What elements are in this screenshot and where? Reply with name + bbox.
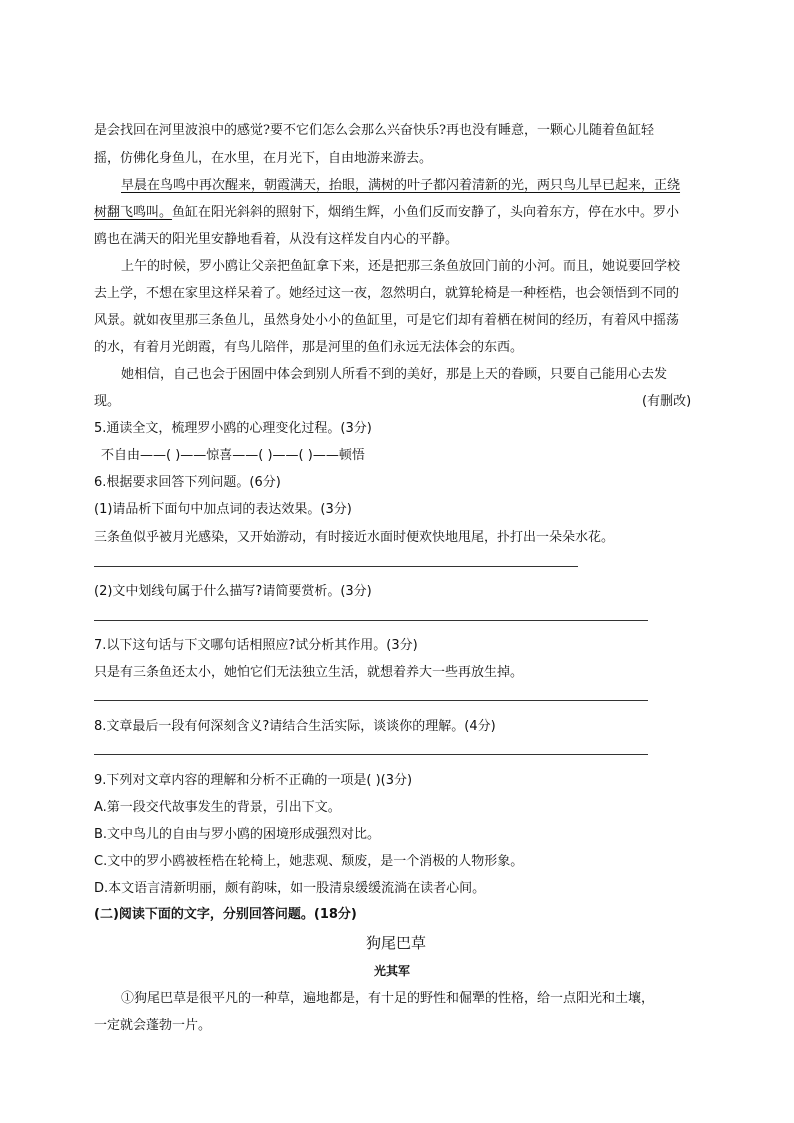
answer-line[interactable] [94,620,648,621]
answer-line[interactable] [94,754,648,755]
passage-p4-line1: 她相信，自己也会于困圄中体会到别人所看不到的美好，那是上天的眷顾，只要自己能用心去发 [121,367,668,382]
answer-line[interactable] [94,566,578,567]
question-9: 9.下列对文章内容的理解和分析不正确的一项是( )(3分) [94,773,413,788]
passage-p2-line1-underlined: 早晨在鸟鸣中再次醒来，朝霞满天，抬眼，满树的叶子都闪着清新的光，两只鸟儿早已起来，正绕 [121,178,681,193]
underlined-sentence-end: 树翻飞鸣叫。 [94,205,173,220]
passage-p3-line1: 上午的时候，罗小鸥让父亲把鱼缸拿下来，还是把那三条鱼放回门前的小河。而且，她说要回学校 [121,259,681,274]
passage-p4-line2: 现。 [94,394,121,409]
passage-p2-line2-rest: 鱼缸在阳光斜斜的照射下，烟绡生辉，小鱼们反而安静了，头向着东方，停在水中。罗小 [172,205,680,220]
question-5-chain: 不自由——( )——惊喜——( )——( )——顿悟 [101,448,365,463]
question-7-sentence: 只是有三条鱼还太小，她怕它们无法独立生活，就想着养大一些再放生掉。 [94,665,524,680]
passage-p1-line1: 是会找回在河里波浪中的感觉?要不它们怎么会那么兴奋快乐?再也没有睡意，一颗心儿随着鱼缸轻 [94,123,654,138]
section-2-heading: (二)阅读下面的文字，分别回答问题。(18分) [94,907,357,922]
question-6: 6.根据要求回答下列问题。(6分) [94,475,281,490]
option-a[interactable]: A.第一段交代故事发生的背景，引出下文。 [94,800,341,815]
article-title: 狗尾巴草 [366,934,427,952]
section-2-p1-line1: ①狗尾巴草是很平凡的一种草，遍地都是，有十足的野性和倔犟的性格，给一点阳光和土壤， [121,991,655,1006]
question-8: 8.文章最后一段有何深刻含义?请结合生活实际，谈谈你的理解。(4分) [94,719,496,734]
answer-line[interactable] [94,700,648,701]
passage-p3-line2: 去上学，不想在家里这样呆着了。她经过这一夜，忽然明白，就算轮椅是一种桎梏，也会领悟到不同的 [94,286,680,301]
question-5: 5.通读全文，梳理罗小鸥的心理变化过程。(3分) [94,421,372,436]
passage-p3-line3: 风景。就如夜里那三条鱼儿，虽然身处小小的鱼缸里，可是它们却有着栖在树间的经历，有着风中摇荡 [94,313,680,328]
question-7: 7.以下这句话与下文哪句话相照应?试分析其作用。(3分) [94,638,418,653]
section-2-p1-line2: 一定就会蓬勃一片。 [94,1018,212,1033]
passage-p2-line2 [94,204,679,222]
revision-note: (有删改) [642,394,692,409]
question-6-1: (1)请品析下面句中加点词的表达效果。(3分) [94,502,352,517]
passage-p1-line2: 摇，仿佛化身鱼儿，在水里，在月光下，自由地游来游去。 [94,151,433,166]
option-b[interactable]: B.文中鸟儿的自由与罗小鸥的困境形成强烈对比。 [94,827,381,842]
question-6-1-sentence: 三条鱼似乎被月光感染，又开始游动，有时接近水面时便欢快地甩尾，扑打出一朵朵水花。 [94,530,615,545]
option-d[interactable]: D.本文语言清新明丽，颇有韵味，如一股清泉缓缓流淌在读者心间。 [94,881,486,896]
question-6-2: (2)文中划线句属于什么描写?请简要赏析。(3分) [94,584,372,599]
passage-p3-line4: 的水，有着月光朗霞，有鸟儿陪伴，那是河里的鱼们永远无法体会的东西。 [94,340,524,355]
option-c[interactable]: C.文中的罗小鸥被桎梏在轮椅上，她悲观、颓废，是一个消极的人物形象。 [94,854,524,869]
article-author: 光其军 [374,964,411,978]
passage-p2-line3: 鸥也在满天的阳光里安静地看着，从没有这样发自内心的平静。 [94,232,459,247]
